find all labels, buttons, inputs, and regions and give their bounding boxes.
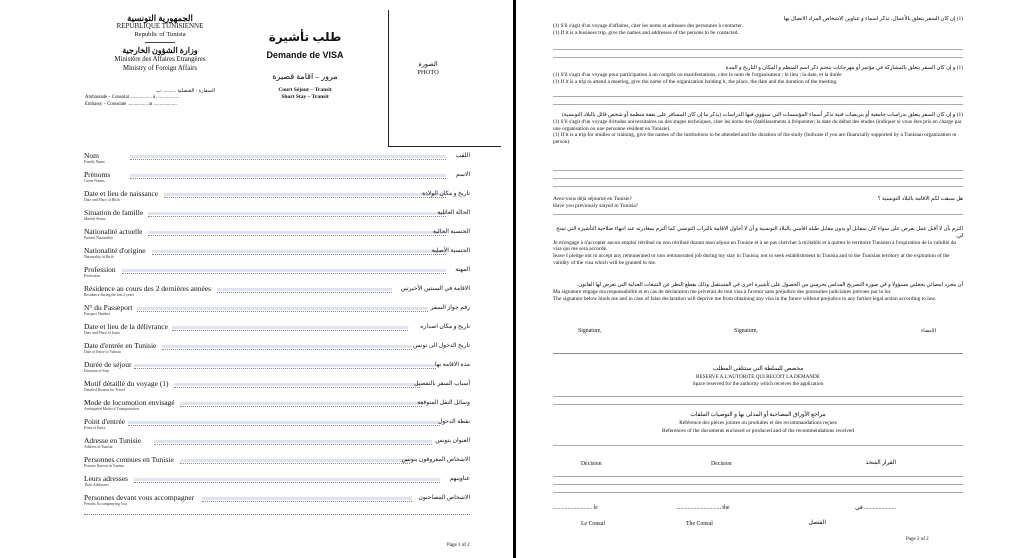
reserved-arabic: مخصص للسلطة التي ستتلقى المطلب <box>712 366 804 372</box>
reserved-english: Space reserved for the authority which receives the application <box>692 381 824 387</box>
answer-line[interactable] <box>553 178 963 179</box>
field-issue-date-place[interactable]: Date et lieu de la délivrance Date and Place of Issue تاريخ و مكان اصداره <box>84 322 470 335</box>
republic-arabic: الجمهورية التونسية <box>127 13 193 23</box>
answer-line[interactable] <box>553 396 963 397</box>
field-point-of-entry[interactable]: Point d'entrée Point of Entry نقطة الدخول <box>84 417 470 430</box>
field-address-in-tunisia[interactable]: Adresse en Tunisie Address in Tunisia العنوان بتونس <box>84 436 470 449</box>
extra-line[interactable] <box>84 514 470 515</box>
answer-line[interactable] <box>553 445 963 446</box>
place-date-arabic: ...................... في <box>855 505 896 511</box>
photo-french: PHOTO <box>417 69 439 76</box>
field-entry-date[interactable]: Date d'entrée en Tunisie Date of Entry to Tunisia تاريخ الدخول الى تونس <box>84 341 470 354</box>
ministry-english: Ministry of Foreign Affairs <box>122 65 198 72</box>
answer-line[interactable] <box>553 104 963 105</box>
reserved-french: RESERVE A L'AUTORITE QUI RECOIT LA DEMANDE <box>696 374 820 380</box>
republic-english: Republic of Tunisia <box>134 31 186 38</box>
answer-line[interactable] <box>553 492 963 493</box>
answer-line[interactable] <box>553 170 963 171</box>
field-residence-last-2-years[interactable]: Résidence au cours des 2 dernières années Residence during the last 2 years الاقامة في السنتين الأخيرتين <box>84 284 470 297</box>
signature-label-arabic: الامضاء <box>920 329 936 334</box>
field-profession[interactable]: Profession Profession المهنة <box>84 265 470 278</box>
business-trip-question: (1) إن كان السفر يتعلق بالأعمال، تذكر اسماء و عناوين الاشخاص المراد الاتصال بها (1) S'il s'agit d'un voyage d'affaires, citer les noms et adresses des personnes à contacter. (1) If it is a business trip, give the names and addresses of the persons to be contacted. <box>553 16 963 36</box>
field-birth-date-place[interactable]: Date et lieu de naissance Date and Place of Birth تاريخ و مكان الولادة <box>84 189 470 202</box>
decision-arabic: القرار المتخذ <box>865 460 896 466</box>
photo-arabic: الصورة <box>418 61 438 68</box>
field-nationality-at-birth[interactable]: Nationalité d'origine Nationality at Birth الجنسية الأصلية <box>84 246 470 259</box>
embassy-arabic: السفارة - القنصلية ........... ب <box>156 89 215 94</box>
page-1-footer: Page 1 of 2 <box>447 543 470 548</box>
ministry-french: Ministère des Affaires Etrangères <box>114 56 206 63</box>
field-present-nationality[interactable]: Nationalité actuelle Present Nationality الجنسية الحالية <box>84 227 470 240</box>
answer-line[interactable] <box>553 404 963 405</box>
field-persons-known[interactable]: Personnes connues en Tunisie Persons Known in Tunisia الاشخاص المعروفون بتونس <box>84 455 470 468</box>
place-date-french: ........................... le <box>553 505 598 511</box>
republic-french: REPUBLIQUE TUNISIENNE <box>116 22 204 30</box>
ministry-arabic: وزارة الشؤون الخارجية <box>122 46 198 55</box>
stayed-question-english: Have you previously stayed in Tunisia? <box>553 203 639 209</box>
references-english: References of the documents enclosed or produced and of the recommendations received <box>661 428 855 434</box>
stayed-question-french: Avez-vous déjà séjourné en Tunisie? <box>553 196 632 202</box>
meeting-trip-question: (1) و إن كان السفر يتعلق بالمشاركة في مؤتمر أو مهرجانات يتحتم ذكر اسم المنظم و المكان و التاريخ و المدة (1) S'il s'agit d'un voyage pour participation à un congrès ou manifestations, citer le nom de l'organisateur ; le lieu ; la date, et la durée (1) If it is a trip to attend a meeting, give the name of the organization holding it, the place, the date and the duration of the meeting. <box>553 65 963 85</box>
consul-french: Le Consul <box>581 521 605 527</box>
embassy-french: Ambassade – Consulat .................. à ................... <box>85 95 180 100</box>
field-reason-for-travel[interactable]: Motif détaillé du voyage (1) Detailed Reason for Travel أسباب السفر بالتفصيل <box>84 379 470 392</box>
page-2 <box>516 0 1024 558</box>
decision-french: Décision <box>581 461 602 467</box>
title-arabic: طلب تأشيرة <box>268 30 342 44</box>
stayed-question-arabic: هل سبقت لكم الاقامة بالبلاد التونسية ؟ <box>877 196 963 202</box>
field-passport-number[interactable]: N° du Passeport Passport Number رقم جواز السفر <box>84 303 470 316</box>
field-their-addresses[interactable]: Leurs adresses Their Addresses عناوينهم <box>84 474 470 487</box>
consul-english: The Consul <box>686 521 713 527</box>
consul-arabic: القنصل <box>808 520 826 526</box>
header-divider <box>145 42 175 43</box>
field-marital-status[interactable]: Situation de famille Marital Status الحالة العائلية <box>84 208 470 221</box>
stay-french: Court Séjour – Transit <box>278 87 332 93</box>
title-french: Demande de VISA <box>266 50 344 60</box>
references-french: Référence des pièces jointes ou produites et des recommandations reçues <box>679 420 837 426</box>
field-transportation-mode[interactable]: Mode de locomotion envisagé Anticipated Mode of Transportation وسائل النقل المتوقعة <box>84 398 470 411</box>
answer-line[interactable] <box>553 49 963 50</box>
section-divider <box>553 353 963 354</box>
pledge-text: التزم بأن لا أقبل عمل بعرض على سواء كان بمقابل أو بدون مقابل طيلة اقامتي بالبلاد التونسية و أن لا أحاول الاقامة بالتراب التونسي كما ألتزم بمغادرته عند انتهاء صلاحية التأشيرة التي تمنح لي. Je m'engage à n'accepter aucun emploi rétribué ou non rétribué durant mon séjour en Tunisie et à ne pas chercher à m'établir et à quitter le territoire Tunisien à l'expiration de la validité du visa qui me sera accordé. Ieave I pledge not to accept any remunerated or non remunerated job during my stay in Tunisia, not to seek establishment in Tunisia and to the Tunisian territory at the expiration of the validity of the visa which will be granted to me. <box>553 226 963 266</box>
answer-line[interactable] <box>553 186 963 187</box>
study-trip-question: (1) و إن كان السفر يتعلق بدراسات جامعية أو بتربصات فنية تذكر أسماء المؤسسات التي ستؤوي فيها الدراسات (يذكر ما إن كان المسافر على نفقة منظمة أو شخص قائل بالبلاد التونسية) (1) S'il s'agit d'un voyage d'études universitaires ou des stages techniques, citer les noms des (établissements à fréquenter; la date du début des études (indiquer si vous êtes pris en charge par une organisation ou une personne résident en Tunisie). (1) If it is a trip for studies or training, give the names of the institutions to be attended and the duration of the study (Indicate if you are financially supported by a Tunisian organization or person). <box>553 112 963 146</box>
photo-box[interactable] <box>388 10 501 147</box>
answer-line[interactable] <box>553 57 963 58</box>
decision-english: Decision <box>711 461 732 467</box>
references-arabic: مراجع الأوراق المصاحبة أو المدلى بها و التوصيات الملقات <box>690 412 826 418</box>
signature-label-french: Signature, <box>578 328 602 334</box>
signature-label-english: Signature, <box>734 328 758 334</box>
answer-line[interactable] <box>553 484 963 485</box>
answer-line[interactable] <box>553 476 963 477</box>
field-accompanying-persons[interactable]: Personnes devant vous accompagner Persons Accompanying You الاشخاص المصاحبون <box>84 493 470 506</box>
stay-arabic: مرور – اقامة قصيرة <box>272 72 338 81</box>
signature-text: أن مجرد امضائي يجعلني مسؤولا و في صورة التصريح المدلس يحرمني من الحصول على تأشيرة اخرى في المستقبل وذلك بقطع النظر عن التتبعات العدلية التي تعرض لها القانون. Ma signature engage ma responsabilité et en cas de déclaration me priverait de tout visa à l'avenir sans préjudice des poursuites judiciaires prévues par la loi. The signature below binds me and in case of false declaration will deprive me from obtaining any visa in the future without prejudice to any further legal action according to law. <box>553 282 963 302</box>
embassy-english: Embassy – Consulate ................. at .................... <box>85 102 178 107</box>
field-family-name[interactable]: Nom Family Name اللقب <box>84 151 470 164</box>
stay-english: Short Stay – Transit <box>281 94 329 100</box>
answer-line[interactable] <box>553 214 963 215</box>
answer-line[interactable] <box>553 96 963 97</box>
page-2-footer: Page 2 of 2 <box>906 537 929 542</box>
field-duration-of-stay[interactable]: Durée de séjour Duration of Stay مدة الاقامة بها <box>84 360 470 373</box>
field-given-names[interactable]: Prénoms Given Names الاسم <box>84 170 470 183</box>
place-date-english: ............................... the <box>676 505 730 511</box>
